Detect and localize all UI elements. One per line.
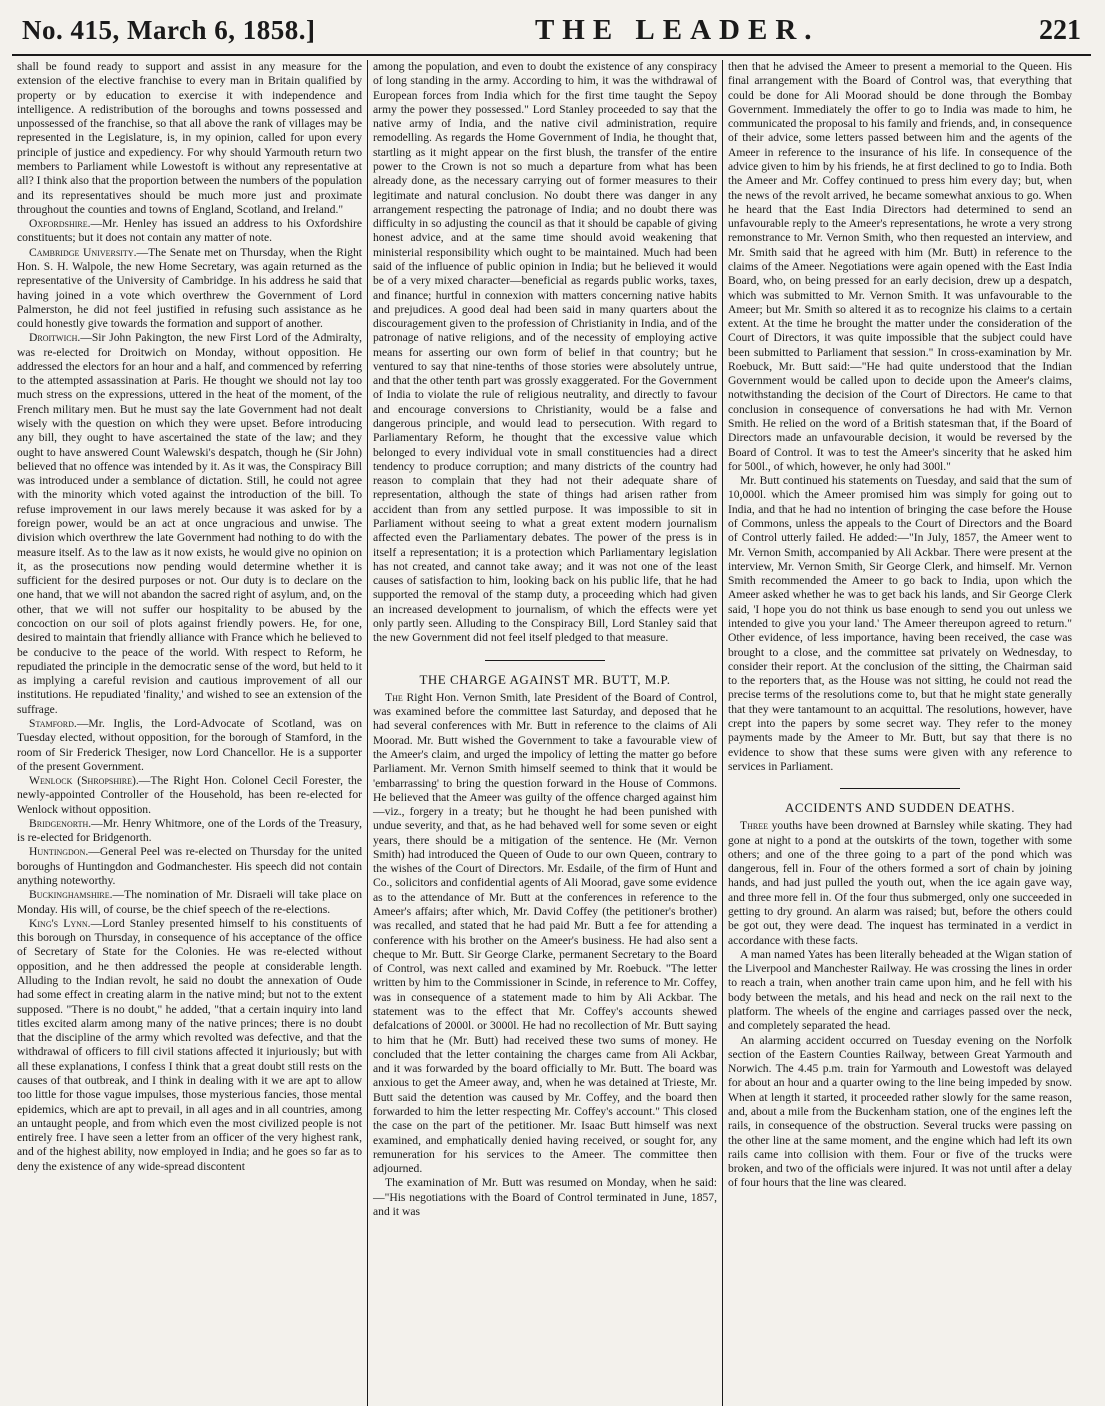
paragraph: [17, 717, 362, 774]
paragraph: [373, 691, 717, 1177]
paragraph: [728, 948, 1072, 1034]
column-2: [367, 60, 722, 1406]
paragraph-text: Mr. Butt continued his statements on Tuesday, and said that the sum of 10,000l. which the Ameer promised him was simply for going out to India, and that he had no intention of bringing the case before the House of Commons, unless the appeals to the Court of Directors and the Board of Control utterly failed. He added:—"In July, 1857, the Ameer went to Mr. Vernon Smith, accompanied by Ali Ackbar. There were present at the interview, Mr. Vernon Smith, Sir George Clerk, and himself. Mr. Vernon Smith recommended the Ameer to go back to India, upon which the Ameer asked whether he was to get back his lands, and Sir George Clerk said, 'I hope you do not think us base enough to send you out unless we intended to give you your land.' The Ameer thereupon agreed to return." Other evidence, of less importance, having been received, the case was brought to a close, and the committee sat privately on Wednesday, to consider their report. At the conclusion of the sitting, the Chairman said to the reporters that, as the House was not sitting, he could not read the precise terms of the resolutions come to, but that he might state generally that they were tantamount to an acquittal. The resolutions, however, have crept into the papers by some secret way. They refer to the money payments made by the Ameer to Mr. Butt, but say that there is no evidence to show that these sums were given with any reference to services in Parliament.: [728, 474, 1072, 773]
paragraph-lead: Wenlock (Shropshire).: [29, 774, 139, 788]
newspaper-title: THE LEADER.: [534, 14, 820, 46]
issue-date: No. 415, March 6, 1858.]: [22, 15, 316, 45]
paragraph-lead: Droitwich.: [29, 331, 81, 345]
paragraph: [373, 60, 717, 646]
paragraph-text: —Sir John Pakington, the new First Lord of the Admiralty, was re-elected for Droitwich on Monday, without opposition. He addressed the electors for an hour and a half, and commenced by referring to the attempted assassination at Paris. He thought we should not lay too much stress on the expressions, uttered in the heat of the moment, of the French military men. But he must say the late Government had not dealt wisely with the question on which they were upset. Before introducing any bill, they ought to have ascertained the state of the law; and they ought to have answered Count Walewski's despatch, though he (Sir John) believed that no offence was intended by it. As it was, the Conspiracy Bill was introduced under a semblance of dictation. Still, he could not agree with the minority which voted against the introduction of the bill. To refuse improvement in our laws merely because it was asked for by a foreign power, would be an act at once ungracious and unwise. The division which overthrew the late Government had nothing to do with the measure itself. As to the law as it now exists, he would give no opinion on it, as the prosecutions now pending would determine whether it is sufficient for the desired purposes or not. Our duty is to declare on the one hand, that we will not abandon the sacred right of asylum, and, on the other, that we will not suffer our hospitality to be abused by the concoction on our soil of plots against friendly powers. He, for one, desired to maintain that friendly alliance with France which he believed to be conducive to the peace of the world. With respect to Reform, he repudiated the principle in the democratic sense of the word, but held to it as implying a careful revision and cautious improvement of all our institutions. He repudiated 'finality,' and wished to see an extension of the suffrage.: [17, 331, 362, 716]
paragraph: [373, 1176, 717, 1219]
section-divider: [840, 788, 960, 789]
paragraph-lead: Bridgenorth.: [29, 816, 92, 830]
paragraph-text: —The Senate met on Thursday, when the Right Hon. S. H. Walpole, the new Home Secretary, was again returned as the representative of the University of Cambridge. In his address he said that having joined in a vote which overthrew the Government of Lord Palmerston, he did not feel justified in refusing such assistance as he could honestly give towards the formation and support of another.: [17, 245, 362, 331]
paragraph-text: youths have been drowned at Barnsley while skating. They had gone at night to a pond at the outskirts of the town, together with some others; and one of the three going to a part of the pond which was dangerous, fell in. Four of the others formed a sort of chain by joining hands, and had just pulled the youth out, when the ice again gave way, and three more fell in. Of the four thus submerged, only one succeeded in getting to dry ground. An alarm was raised; but, before the others could be got out, they were dead. The inquest has terminated in a verdict in accordance with these facts.: [728, 819, 1072, 947]
paragraph-lead: Huntingdon.: [29, 845, 89, 859]
paragraph-text: Right Hon. Vernon Smith, late President of the Board of Control, was examined before the committee last Saturday, and deposed that he had several conferences with Mr. Butt in reference to the claims of Ali Moorad. Mr. Butt wished the Government to take a favourable view of the Ameer's claim, and urged the impolicy of letting the matter go before Parliament. Mr. Vernon Smith himself seemed to think that it would be 'embarrassing' to bring the question forward in the House of Commons. He believed that the Ameer was guilty of the offence charged against him—viz., forgery in a treaty; but he thought he had been punished with undue severity, and that, as he had behaved well for some seven or eight years, there should be a mitigation of the sentence. He (Mr. Vernon Smith) had introduced the Queen of Oude to our own Queen, contrary to the wishes of the Court of Directors. Mr. Esdaile, of the firm of Hunt and Co., solicitors and confidential agents of Ali Moorad, gave some evidence as to the attendance of Mr. Butt at the conferences in reference to the Ameer's affairs; after which, Mr. David Coffey (the petitioner's brother) was recalled, and stated that he had paid Mr. Butt a fee for attending a conference with his brother on the Ameer's business. He had also sent a cheque to Mr. Butt. Sir George Clarke, permanent Secretary to the Board of Control, was next called and examined by Mr. Roebuck. "The letter written by him to the Commissioner in Scinde, in reference to Mr. Coffey, was in consequence of a statement made to him by Ali Ackbar. The statement was to the effect that Mr. Coffey's accounts shewed defalcations of 2000l. or 3000l. He had no recollection of Mr. Butt saying to him that he (Mr. Butt) had received these two sums of money. He concluded that the letter containing the charges came from Ali Ackbar, and it was forwarded by the board officially to Mr. Butt. The board was anxious to get the Ameer away, and, when he was detained at Trieste, Mr. Butt said the detention was caused by Mr. Coffey, and the board then forwarded to him the letter respecting Mr. Coffey's account." This closed the case on the part of the petitioner. Mr. Isaac Butt himself was next examined, and emphatically denied having received, or sought for, any remuneration for his services to the Ameer. The committee then adjourned.: [373, 690, 717, 1176]
masthead: [12, 14, 1091, 56]
paragraph: [728, 474, 1072, 774]
paragraph-text: —General Peel was re-elected on Thursday for the united boroughs of Huntingdon and Godmanchester. His speech did not contain anything noteworthy.: [17, 845, 362, 888]
paragraph-text: The examination of Mr. Butt was resumed on Monday, when he said:—"His negotiations with the Board of Control terminated in June, 1857, and it was: [373, 1176, 717, 1218]
paragraph-lead: The: [385, 690, 403, 704]
paragraph-text: —Mr. Henley has issued an address to his Oxfordshire constituents; but it does not contain any matter of note.: [17, 217, 362, 245]
section-divider: [485, 660, 605, 661]
paragraph: [728, 60, 1072, 474]
paragraph-lead: Buckinghamshire.: [29, 888, 113, 902]
paragraph: [17, 817, 362, 846]
paragraph: [17, 774, 362, 817]
paragraph-text: An alarming accident occurred on Tuesday evening on the Norfolk section of the Eastern Counties Railway, between Great Yarmouth and Norwich. The 4.45 p.m. train for Yarmouth and Lowestoft was delayed for about an hour and a quarter owing to the line being impeded by snow. When at length it started, it proceeded rather slowly for the same reason, and, about a mile from the Buckenham station, one of the engines left the rails, in consequence of the obstruction. Several trucks were passing on the other line at the same moment, and the engine which had left its own rails came into collision with them. Four or five of the trucks were broken, and two of the officials were injured. It was not until after a delay of four hours that the line was cleared.: [728, 1033, 1072, 1190]
paragraph-text: shall be found ready to support and assist in any measure for the extension of the elective franchise to every man in Britain qualified by property or by education to exercise it with independence and intelligence. A redistribution of the boroughs and towns possessed and unpossessed of the franchise, so that all above the rank of villages may be represented in the Legislature, is, in my opinion, called for upon every principle of justice and expediency. For why should Yarmouth return two members to Parliament while Lowestoft is without any representative at all? I think also that the proportion between the numbers of the population and its representatives should be much more just and proximate throughout the counties and towns of England, Scotland, and Ireland.": [17, 60, 362, 216]
paragraph-text: then that he advised the Ameer to present a memorial to the Queen. His final arrangement with the Board of Control was, that everything that could be done for Ali Moorad should be done through the Bombay Government. Immediately the offer to go to India was made to him, he communicated the proposal to his family and friends, and, in consequence of their advice, some letters passed between him and the agents of the Ameer in reference to the insurance of his life. In consequence of the advice given to him by his friends, he at first declined to go to India. Both the Ameer and Mr. Coffey continued to press him every day; but, when the news of the revolt arrived, he became somewhat anxious to go. When he heard that the East India Directors had determined to send an unfavourable reply to the Ameer's representations, he wrote a very strong remonstrance to Mr. Vernon Smith, who then requested an interview, and Mr. Smith said that he agreed with him (Mr. Butt) in reference to the claims of the Ameer. Negotiations were again opened with the East India Board, who, on being pressed for an early decision, drew up a despatch, which was submitted to Mr. Vernon Smith. It was unfavourable to the Ameer; but Mr. Smith so altered it as to recognize his claims to a certain extent. At the time he brought the matter under the consideration of the Court of Directors, it was quite impossible that the subject could have been submitted to Parliament that session." In cross-examination by Mr. Roebuck, Mr. Butt said:—"He had quite understood that the Indian Government would be called upon to decide upon the Ameer's claims, notwithstanding the decision of the Court of Directors. He came to that conclusion in consequence of conversations he had with Mr. Vernon Smith. He relied on the word of a British statesman that, if the Board of Directors made an unfavourable decision, it would be reversed by the Board of Control. It was to test the Ameer's sincerity that he asked him for 500l., of which, however, he only had 300l.": [728, 60, 1072, 473]
paragraph-lead: Cambridge University.: [29, 245, 137, 259]
paragraph-text: —The Right Hon. Colonel Cecil Forester, the newly-appointed Controller of the Household, has been re-elected for Wenlock without opposition.: [17, 774, 362, 816]
paragraph: [17, 217, 362, 246]
paragraph-text: —Lord Stanley presented himself to his constituents of this borough on Thursday, in consequence of his acceptance of the office of Secretary of State for the Colonies. He was re-elected without opposition, and he then addressed the people at considerable length. Alluding to the Indian revolt, he said no doubt the annexation of Oude had some effect in creating alarm in the native mind; but not to the extent supposed. "There is no doubt," he added, "that a certain inquiry into land titles excited alarm among many of the native princes; there is no doubt that the discipline of the army which revolted was defective, and that the withdrawal of officers to fill civil stations affected it injuriously; but with all these explanations, I confess I think that a great doubt still rests on the causes of that outbreak, and I think in dealing with it we are apt to allow too little for those vague impulses, those mysterious fancies, those mental epidemics, which are apt to prevail, in all ages and in all countries, among an untaught people, and from which even the most civilized people is not entirely free. I have seen a letter from an officer of the very highest rank, and of the highest ability, now employed in India; and he goes so far as to deny the existence of any wide-spread discontent: [17, 916, 362, 1173]
paragraph-lead: Oxfordshire.: [29, 217, 91, 231]
paragraph-text: —Mr. Henry Whitmore, one of the Lords of the Treasury, is re-elected for Bridgenorth.: [17, 816, 362, 845]
paragraph-text: —The nomination of Mr. Disraeli will take place on Monday. His will, of course, be the chief speech of the re-elections.: [17, 888, 362, 916]
paragraph-text: A man named Yates has been literally beheaded at the Wigan station of the Liverpool and Manchester Railway. He was crossing the lines in order to reach a train, when another train came upon him, and he fell with his body between the metals, and his head and neck on the rail next to the platform. The wheels of the engine and carriages passed over the neck, and completely separated the head.: [728, 947, 1072, 1033]
paragraph-text: —Mr. Inglis, the Lord-Advocate of Scotland, was on Tuesday elected, without opposition, for the borough of Stamford, in the room of Sir Frederick Thesiger, now Lord Chancellor. He is a supporter of the present Government.: [17, 716, 362, 773]
column-3: [722, 60, 1077, 1406]
paragraph: [17, 917, 362, 1174]
paragraph-lead: Three: [740, 819, 768, 833]
paragraph: [17, 845, 362, 888]
article-heading: THE CHARGE AGAINST MR. BUTT, M.P.: [419, 671, 671, 687]
article-heading: ACCIDENTS AND SUDDEN DEATHS.: [785, 800, 1015, 816]
paragraph: [17, 331, 362, 717]
paragraph-lead: King's Lynn.: [29, 916, 91, 930]
columns: [12, 60, 1091, 1406]
column-1: [12, 60, 367, 1406]
paragraph: [17, 60, 362, 217]
paragraph: [17, 888, 362, 917]
paragraph: [728, 1034, 1072, 1191]
paragraph-lead: Stamford.: [29, 716, 77, 730]
paragraph: [17, 246, 362, 332]
paragraph: [728, 819, 1072, 948]
page-number: 221: [1039, 15, 1081, 46]
paragraph-text: among the population, and even to doubt the existence of any conspiracy of long standing in the army. According to him, it was the withdrawal of European forces from India which for the first time taught the Sepoy army the power they possessed." Lord Stanley proceeded to say that the native army of India, and the native civil administration, require remodelling. As regards the Home Government of India, he thought that, startling as it might appear on the first blush, the transfer of the entire power to the Crown is not so much a departure from what has been already done, as the necessary carrying out of former measures to their legitimate and natural conclusion. No doubt there was danger in any arrangement respecting the patronage of India; and no doubt there was difficulty in so adjusting the council as that it should be capable of giving honest advice, and at the same time should avoid weakening that ministerial responsibility which ought to be maintained. Much had been said of the influence of public opinion in India; but he believed it would be of a very mixed character—beneficial as regards public works, taxes, and finance; hurtful in connexion with matters concerning native habits and prejudices. A good deal had been said in many quarters about the discouragement given to the profession of Christianity in India, and of the patronage of native religions, and of the necessity of employing active means for asserting our own form of belief in that country; but he ventured to say that nine-tenths of those stories were absolutely untrue, and that the other tenth part was grossly exaggerated. For the Government of India to violate the rule of religious neutrality, and directly to favour and encourage conversions to Christianity, would be a false and dangerous principle, and would lead to persecution. With regard to Parliamentary Reform, he thought that the excessive value which belonged to every individual vote in small constituencies had a direct tendency to produce corruption; and many districts of the country had reason to complain that they had not their adequate share of representation, although the state of things had arisen rather from accident than from any settled purpose. It was impossible to sit in Parliament without seeing to what a great extent modern journalism affected even the Parliamentary debates. The power of the press is in itself a representation; it is a protection which Parliamentary legislation has not created, and cannot take away; and it was not one of the least causes of satisfaction to him, looking back on his public life, that he had supported the removal of the stamp duty, a proceeding which had given an increased development to journalism, of which the effects were yet only partly seen. Alluding to the Conspiracy Bill, Lord Stanley said that the new Government did not feel itself pledged to that measure.: [373, 60, 717, 645]
